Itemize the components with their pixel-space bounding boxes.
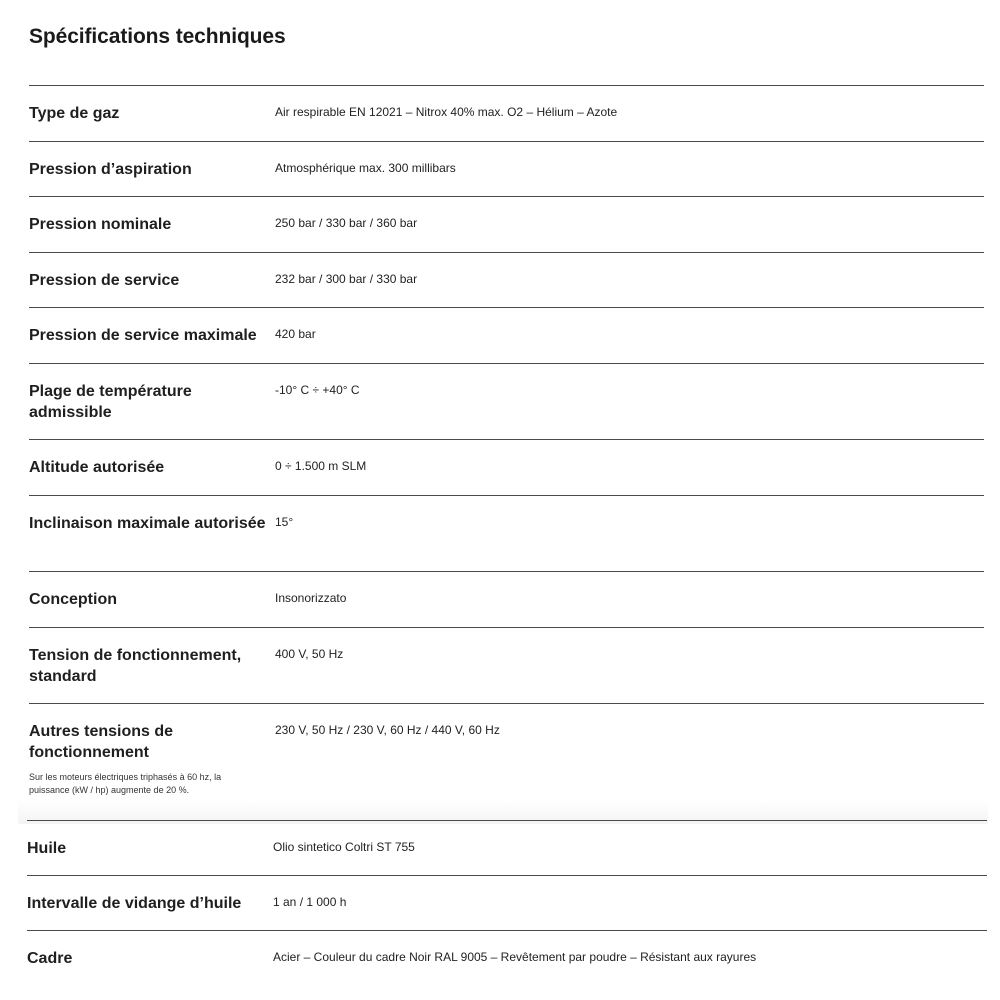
spec-row-intervalle-vidange (27, 875, 987, 930)
spec-value: 400 V, 50 Hz (275, 647, 344, 661)
spec-row-plage-de-temperature (29, 363, 984, 439)
spec-label: Autres tensions de fonctionnement (29, 723, 174, 761)
spec-label: Pression de service (29, 272, 180, 289)
spec-label: Type de gaz (29, 105, 120, 122)
spec-value: Acier – Couleur du cadre Noir RAL 9005 – Revêtement par poudre – Résistant aux rayures (273, 950, 757, 964)
spec-row-cadre (27, 930, 987, 990)
spec-value: Air respirable EN 12021 – Nitrox 40% max. O2 – Hélium – Azote (275, 105, 618, 119)
spec-label: Inclinaison maximale autorisée (29, 515, 266, 532)
spec-label: Conception (29, 591, 117, 608)
spec-value: 230 V, 50 Hz / 230 V, 60 Hz / 440 V, 60 Hz (275, 723, 500, 737)
spec-row-huile (27, 820, 987, 875)
spec-row-pression-aspiration (29, 141, 984, 196)
spec-row-tension-standard (29, 627, 984, 703)
spec-table (29, 85, 984, 803)
page-title: Spécifications techniques (29, 25, 286, 48)
spec-label: Plage de température admissible (29, 383, 192, 421)
spec-label: Altitude autorisée (29, 459, 165, 476)
spec-row-altitude-autorisee (29, 439, 984, 495)
spec-label: Cadre (27, 950, 73, 967)
spec-row-inclinaison-maximale (29, 495, 984, 571)
spec-value: Atmosphérique max. 300 millibars (275, 161, 456, 175)
spec-label: Pression de service maximale (29, 327, 257, 344)
spec-value: Olio sintetico Coltri ST 755 (273, 840, 415, 854)
spec-value: 232 bar / 300 bar / 330 bar (275, 272, 418, 286)
spec-value: 1 an / 1 000 h (273, 895, 347, 909)
spec-value: 420 bar (275, 327, 316, 341)
spec-row-type-de-gaz (29, 85, 984, 141)
spec-value: 0 ÷ 1.500 m SLM (275, 459, 367, 473)
spec-label: Pression d’aspiration (29, 161, 192, 178)
spec-label: Pression nominale (29, 216, 172, 233)
spec-label: Intervalle de vidange d’huile (27, 895, 242, 912)
spec-row-pression-de-service (29, 252, 984, 307)
spec-row-conception (29, 571, 984, 627)
spec-value: Insonorizzato (275, 591, 347, 605)
spec-label: Tension de fonctionnement, standard (29, 647, 242, 685)
spec-value: 250 bar / 330 bar / 360 bar (275, 216, 418, 230)
spec-value: -10° C ÷ +40° C (275, 383, 360, 397)
spec-row-pression-de-service-maximale (29, 307, 984, 363)
spec-table-continued (27, 820, 987, 990)
spec-footnote: Sur les moteurs électriques triphasés à 60 hz, la puissance (kW / hp) augmente de 20 %. (29, 772, 222, 795)
spec-row-pression-nominale (29, 196, 984, 252)
spec-label: Huile (27, 840, 67, 857)
spec-row-autres-tensions (29, 703, 984, 803)
spec-value: 15° (275, 515, 294, 529)
